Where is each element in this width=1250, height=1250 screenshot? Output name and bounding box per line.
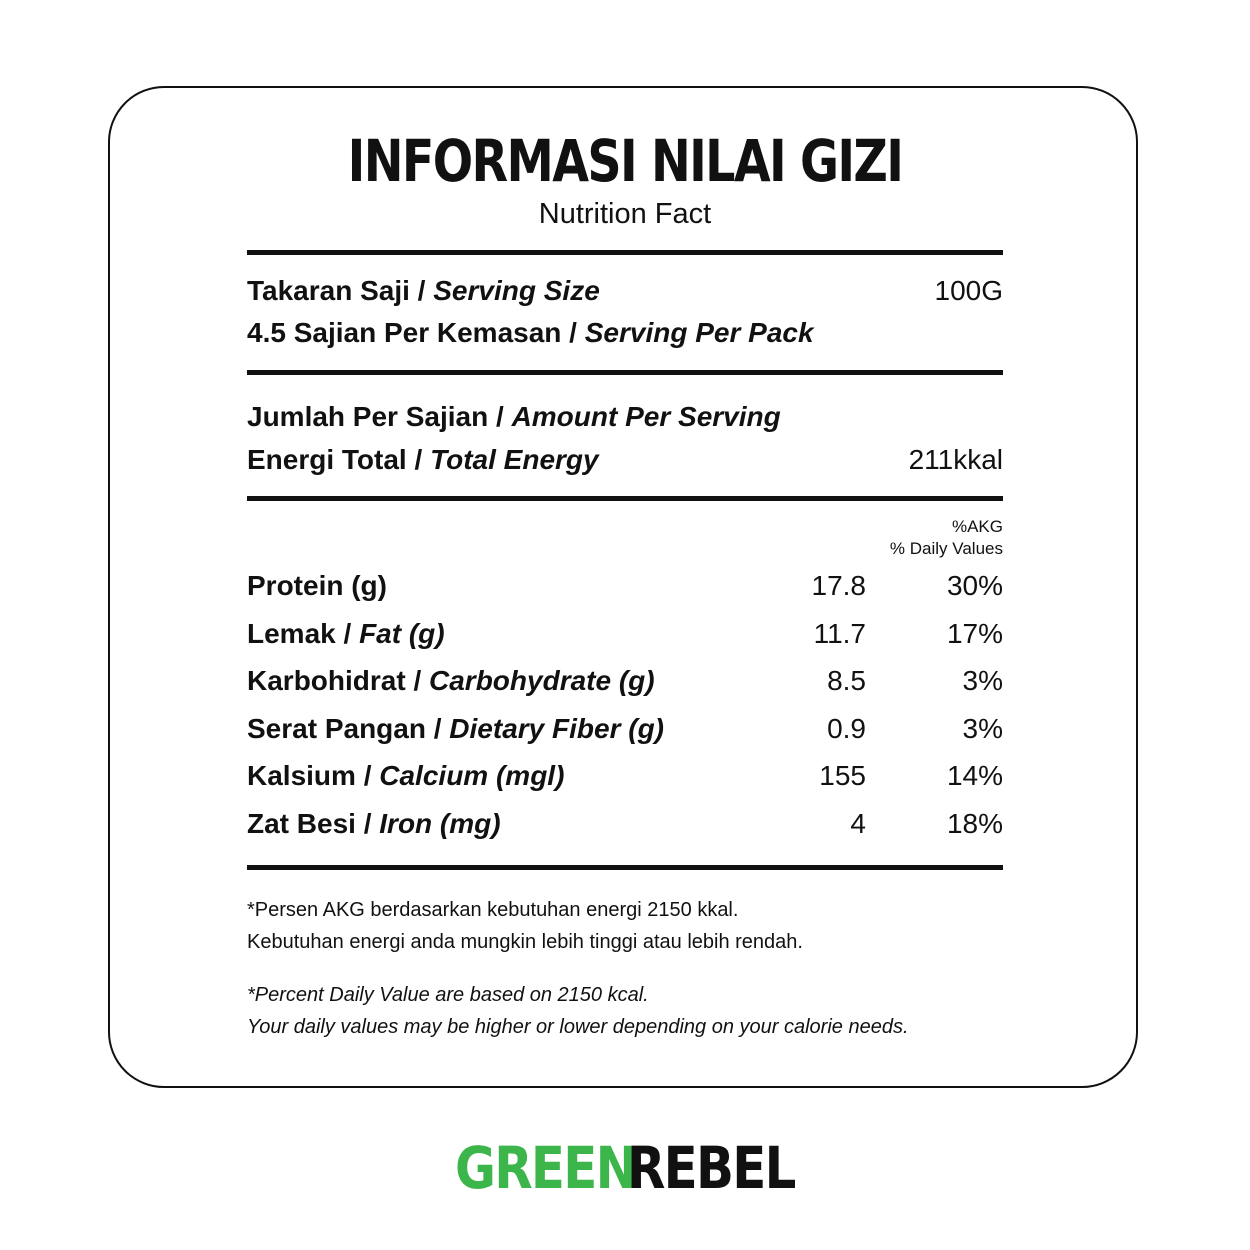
nutrient-amount: 155 <box>819 760 866 791</box>
nutrient-daily-value: 30% <box>946 570 1003 601</box>
nutrient-name-en: Fat (g) <box>359 617 445 649</box>
nutrient-name <box>247 663 655 699</box>
brand-logo-wordmark <box>455 1134 795 1198</box>
nutrient-amount: 4 <box>850 807 866 839</box>
nutrient-amount: 17.8 <box>811 570 866 601</box>
nutrient-name-id: Lemak / <box>247 617 360 649</box>
page-title: INFORMASI NILAI GIZI <box>347 127 903 195</box>
nutrient-row <box>247 806 1003 842</box>
nutrient-name-en: Dietary Fiber (g) <box>449 712 664 744</box>
nutrient-name-id: Karbohidrat / <box>247 665 430 696</box>
nutrient-row <box>247 616 1003 652</box>
footnote-id-line2: Kebutuhan energi anda mungkin lebih tinggi atau lebih rendah. <box>247 931 803 953</box>
total-energy-value: 211kkal <box>908 444 1003 475</box>
nutrient-name-en: Carbohydrate (g) <box>429 665 655 696</box>
brand-logo-part1: GREEN <box>455 1134 636 1198</box>
divider-serving <box>247 370 1003 375</box>
nutrient-name-en: Calcium (mgl) <box>379 760 565 791</box>
nutrient-daily-value: 17% <box>946 617 1003 649</box>
divider-energy <box>247 496 1003 501</box>
nutrient-name-id: Serat Pangan / <box>247 712 450 744</box>
nutrient-row <box>247 663 1003 699</box>
nutrient-row <box>247 711 1003 747</box>
brand-logo <box>0 1134 1250 1203</box>
serving-per-pack-label: 4.5 Sajian Per Kemasan / Serving Per Pack <box>247 317 814 348</box>
amount-per-serving-label: Jumlah Per Sajian / Amount Per Serving <box>247 401 781 432</box>
nutrient-daily-value: 3% <box>962 712 1003 744</box>
column-header-daily-values: % Daily Values <box>889 539 1003 558</box>
column-header-akg: %AKG <box>951 517 1003 536</box>
nutrient-name <box>247 616 445 652</box>
serving-size-label: Takaran Saji / Serving Size <box>247 275 600 306</box>
nutrient-amount: 0.9 <box>827 712 866 744</box>
nutrient-name-id: Protein (g) <box>247 570 387 601</box>
serving-size-value: 100G <box>934 275 1003 306</box>
nutrient-name <box>247 758 564 794</box>
nutrient-name <box>247 806 501 842</box>
footnote-en-line1: *Percent Daily Value are based on 2150 kcal. <box>247 984 649 1006</box>
nutrient-row <box>247 568 1003 604</box>
brand-logo-part2: REBEL <box>627 1134 795 1198</box>
nutrient-name-id: Kalsium / <box>247 760 380 791</box>
nutrient-daily-value: 14% <box>946 760 1003 791</box>
nutrient-name-en: Iron (mg) <box>379 807 501 839</box>
footnote-id-line1: *Persen AKG berdasarkan kebutuhan energi 2150 kkal. <box>247 899 739 921</box>
divider-bottom <box>247 865 1003 870</box>
divider-top <box>247 250 1003 255</box>
nutrient-name <box>247 568 387 604</box>
footnote-en-line2: Your daily values may be higher or lower depending on your calorie needs. <box>247 1016 909 1038</box>
total-energy-label: Energi Total / Total Energy <box>247 444 599 475</box>
nutrient-name <box>247 711 664 747</box>
nutrient-daily-value: 18% <box>946 807 1003 839</box>
nutrient-daily-value: 3% <box>962 665 1003 696</box>
nutrient-amount: 11.7 <box>813 617 866 649</box>
page-subtitle: Nutrition Fact <box>538 198 712 230</box>
nutrient-row <box>247 758 1003 794</box>
nutrient-amount: 8.5 <box>827 665 866 696</box>
nutrient-name-id: Zat Besi / <box>247 807 380 839</box>
